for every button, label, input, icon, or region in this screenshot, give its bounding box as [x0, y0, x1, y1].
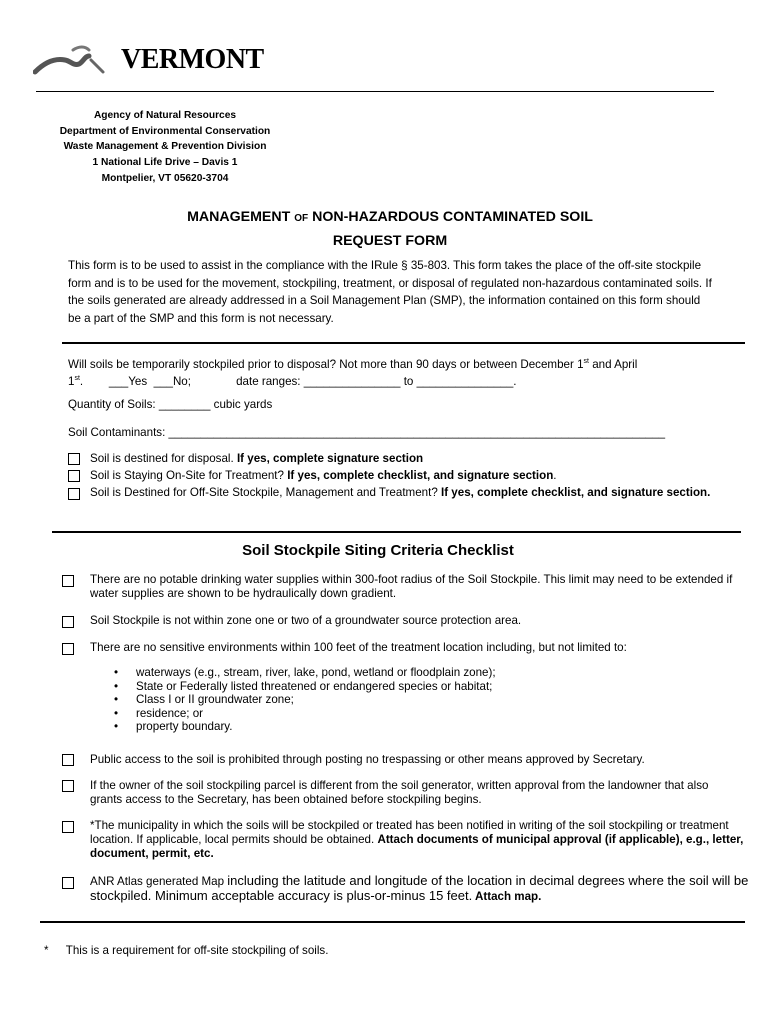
- quantity-field[interactable]: Quantity of Soils: ________ cubic yards: [68, 398, 273, 411]
- list-item: • waterways (e.g., stream, river, lake, pond, wetland or floodplain zone);: [114, 666, 496, 680]
- agency-line: Waste Management & Prevention Division: [63, 141, 267, 153]
- agency-address: [36, 108, 294, 187]
- section-rule: [40, 921, 745, 923]
- question-line1b: and April: [588, 357, 638, 371]
- intro-paragraph: This form is to be used to assist in the compliance with the IRule § 35-803. This form takes the place of the off-site stockpile form and is to be used for the movement, stockpiling, treatment, or disposal of regulated non-hazardous contaminated soils. If the soils generated are already addressed in a Soil Management Plan (SMP), the information contained on this form should be a part of the SMP and this form is not necessary.: [68, 259, 712, 325]
- section-rule: [52, 531, 741, 533]
- list-item: • property boundary.: [114, 720, 496, 734]
- form-title: [80, 206, 700, 252]
- checklist-checkbox[interactable]: [62, 643, 74, 655]
- checklist-checkbox[interactable]: [62, 754, 74, 766]
- checklist-item-municipality: *The municipality in which the soils will be stockpiled or treated has been notified in writing of the soil stockpiling or treatment location. If applicable, local permits should be obtained. Attach documents of municipal approval (if applicable), e.g., letter, document, permit, etc.: [90, 819, 744, 861]
- agency-line: Department of Environmental Conservation: [59, 125, 271, 137]
- offsite-label: Soil is Destined for Off-Site Stockpile, Management and Treatment? If yes, complete checklist, and signature section.: [90, 486, 711, 499]
- sensitive-environments-list: [114, 666, 496, 734]
- section-rule: [62, 342, 745, 344]
- checklist-item-landowner-approval: If the owner of the soil stockpiling parcel is different from the soil generator, written approval from the landowner that also grants access to the Secretary, has been obtained before stockpiling begins.: [90, 779, 709, 807]
- question-line2-start: 1: [68, 374, 75, 388]
- disposal-label: Soil is destined for disposal. If yes, complete signature section: [90, 452, 424, 465]
- logo-wordmark: VERMONT: [121, 44, 264, 75]
- question-sup1: st: [583, 358, 589, 365]
- checklist-item-water-supplies: There are no potable drinking water supplies within 300-foot radius of the Soil Stockpile. This limit may need to be extended if water supplies are shown to be hydraulically down gradient.: [90, 573, 733, 601]
- onsite-checkbox[interactable]: [68, 470, 80, 482]
- checklist-title: Soil Stockpile Siting Criteria Checklist: [242, 542, 514, 559]
- list-item: • residence; or: [114, 707, 496, 721]
- checklist-item-anr-map: ANR Atlas generated Map including the latitude and longitude of the location in decimal degrees where the soil will be stockpiled. Minimum acceptable accuracy is plus-or-minus 15 feet. Attach map.: [90, 873, 749, 904]
- checklist-checkbox[interactable]: [62, 575, 74, 587]
- question-line1: Will soils be temporarily stockpiled prior to disposal? Not more than 90 days or between December 1: [68, 357, 584, 371]
- footnote-marker: *: [44, 944, 49, 957]
- disposal-checkbox[interactable]: [68, 453, 80, 465]
- checklist-item-public-access: Public access to the soil is prohibited through posting no trespassing or other means approved by Secretary.: [90, 753, 645, 766]
- offsite-checkbox[interactable]: [68, 488, 80, 500]
- checklist-item-sensitive-environments: There are no sensitive environments within 100 feet of the treatment location including, but not limited to:: [90, 641, 627, 654]
- footnote: [44, 944, 328, 957]
- title-part1: MANAGEMENT: [187, 209, 295, 225]
- mountain-logo-icon: [33, 44, 121, 80]
- agency-line: Agency of Natural Resources: [93, 110, 237, 121]
- checklist-item-groundwater-zone: Soil Stockpile is not within zone one or two of a groundwater source protection area.: [90, 614, 522, 627]
- title-part2: NON-HAZARDOUS CONTAMINATED SOIL: [308, 209, 593, 225]
- stockpile-question: [68, 355, 728, 389]
- agency-line: 1 National Life Drive – Davis 1: [92, 157, 238, 169]
- checklist-checkbox[interactable]: [62, 780, 74, 792]
- contaminants-field[interactable]: Soil Contaminants: _____________________________________________________________________________: [68, 426, 666, 439]
- checklist-checkbox[interactable]: [62, 616, 74, 628]
- title-part-small: OF: [294, 213, 309, 224]
- header-rule: [36, 91, 714, 92]
- agency-line: Montpelier, VT 05620-3704: [101, 172, 229, 184]
- list-item: • Class I or II groundwater zone;: [114, 693, 496, 707]
- question-sup2: st: [74, 374, 80, 382]
- checklist-checkbox[interactable]: [62, 821, 74, 833]
- footnote-text: This is a requirement for off-site stockpiling of soils.: [65, 944, 329, 957]
- vermont-logo: [33, 44, 273, 80]
- title-line2: REQUEST FORM: [332, 233, 448, 249]
- checklist-checkbox[interactable]: [62, 877, 74, 889]
- onsite-label: Soil is Staying On-Site for Treatment? If yes, complete checklist, and signature section.: [90, 469, 557, 482]
- question-line2-rest[interactable]: . ___Yes ___No; date ranges: _______________ to _______________.: [79, 374, 517, 388]
- list-item: • State or Federally listed threatened or endangered species or habitat;: [114, 680, 496, 694]
